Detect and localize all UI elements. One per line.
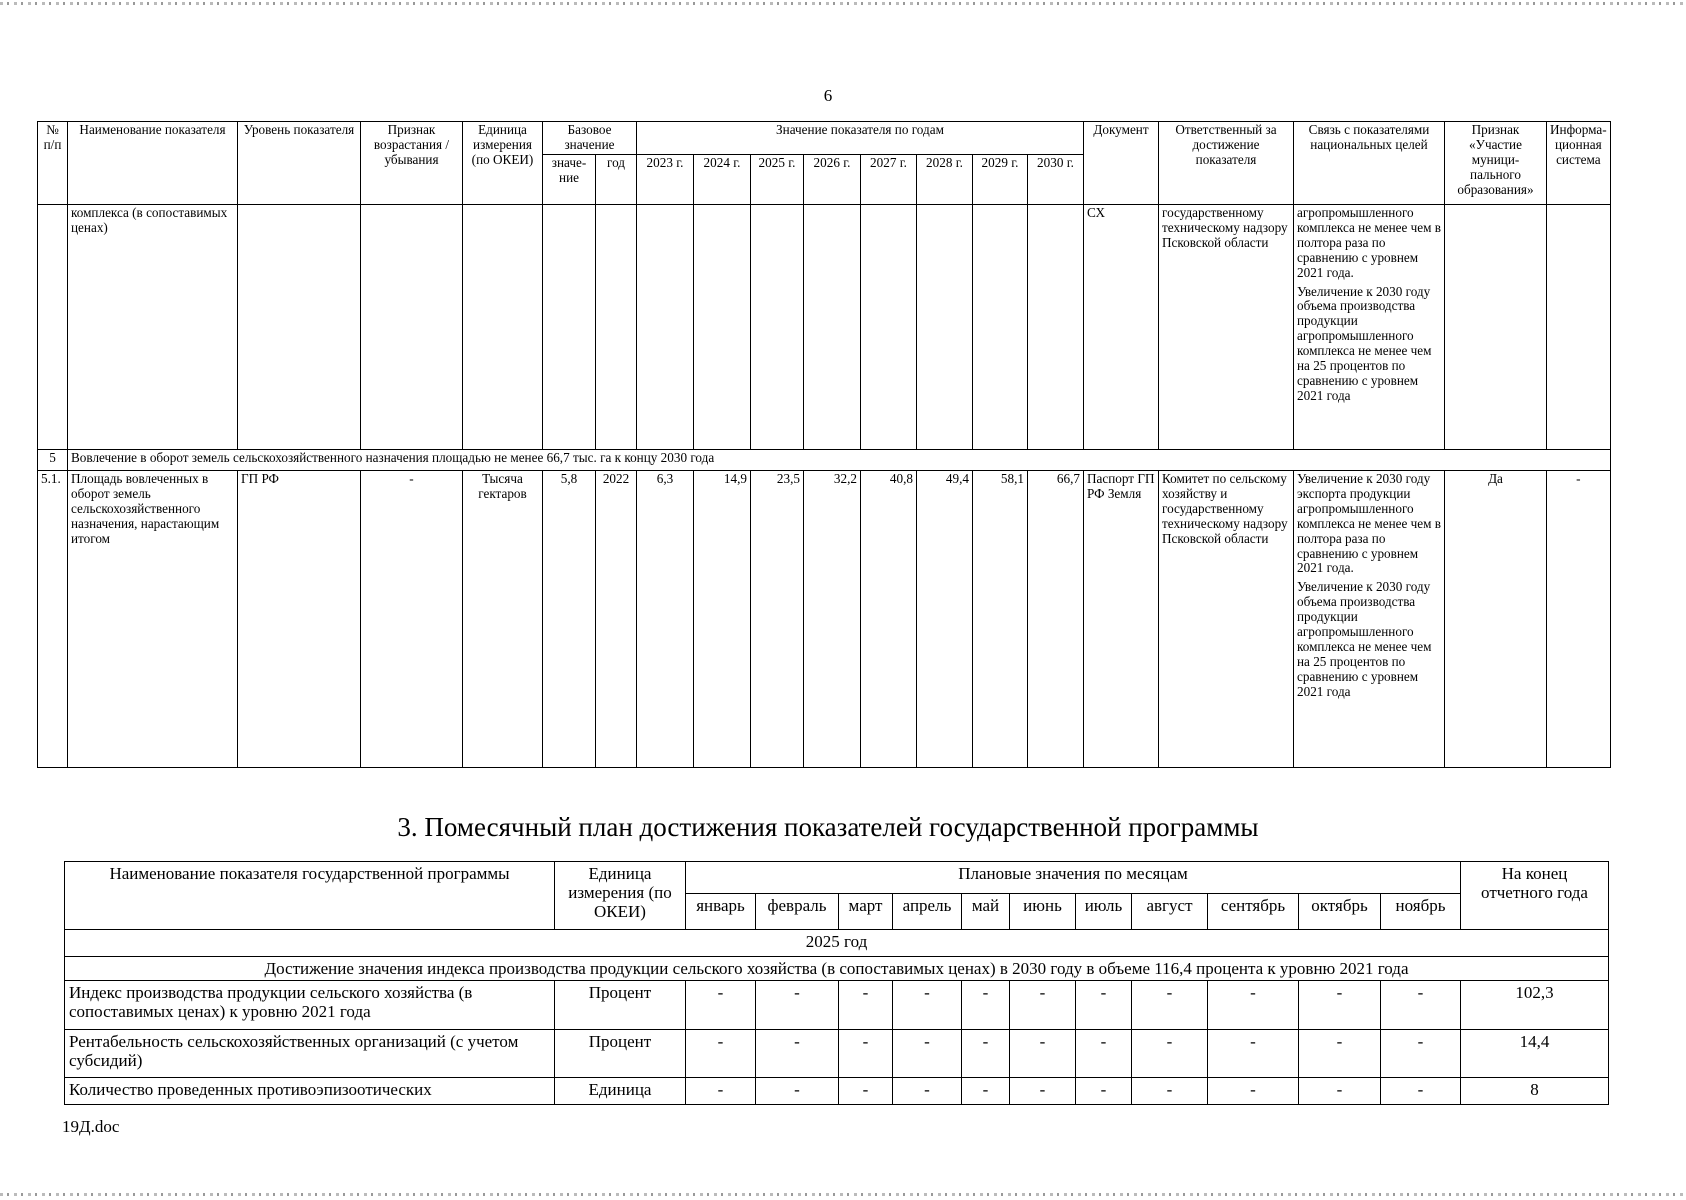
month-aug: август xyxy=(1132,894,1208,930)
plan-row-month: - xyxy=(1381,1078,1461,1105)
plan-row-month: - xyxy=(686,1078,756,1105)
scan-edge-bottom xyxy=(0,1193,1686,1196)
table-row xyxy=(38,205,1611,450)
cont-link xyxy=(1294,205,1445,450)
row-value-2028: 49,4 xyxy=(917,471,973,768)
section-text: Вовлечение в оборот земель сельскохозяйственного назначения площадью не менее 66,7 тыс. га к концу 2030 года xyxy=(68,450,1611,471)
header-base-year: год xyxy=(596,155,637,205)
scan-edge-top xyxy=(0,2,1686,5)
plan-goal-row xyxy=(65,957,1609,981)
plan-row-name: Количество проведенных противоэпизоотических xyxy=(65,1078,555,1105)
plan-row-year-end: 102,3 xyxy=(1461,981,1609,1030)
plan-row-month: - xyxy=(1010,981,1076,1030)
row-num: 5.1. xyxy=(38,471,68,768)
plan-row-unit: Процент xyxy=(555,981,686,1030)
section-row xyxy=(38,450,1611,471)
section-title: 3. Помесячный план достижения показателей государственной программы xyxy=(397,812,1259,842)
plan-row-unit: Процент xyxy=(555,1030,686,1078)
month-mar: март xyxy=(839,894,893,930)
month-apr: апрель xyxy=(893,894,962,930)
row-document: Паспорт ГП РФ Земля xyxy=(1084,471,1159,768)
plan-row-month: - xyxy=(893,1078,962,1105)
cont-name: комплекса (в сопоставимых ценах) xyxy=(68,205,238,450)
header-year-2026: 2026 г. xyxy=(804,155,861,205)
table-row xyxy=(65,1030,1609,1078)
row-name: Площадь вовлеченных в оборот земель сельскохозяйственного назначения, нарастающим итогом xyxy=(68,471,238,768)
cont-link-1: агропромышленного комплекса не менее чем в полтора раза по сравнению с уровнем 2021 года. xyxy=(1297,205,1441,280)
row-link xyxy=(1294,471,1445,768)
table-row xyxy=(38,471,1611,768)
plan-row-month: - xyxy=(839,981,893,1030)
plan-row-year-end: 8 xyxy=(1461,1078,1609,1105)
month-jul: июль xyxy=(1076,894,1132,930)
cont-responsible: государственному техническому надзору Псковской области xyxy=(1159,205,1294,450)
plan-row-month: - xyxy=(1010,1078,1076,1105)
header-values-by-year: Значение показателя по годам xyxy=(637,122,1084,155)
header-year-2024: 2024 г. xyxy=(694,155,751,205)
row-responsible: Комитет по сельскому хозяйству и государственному техническому надзору Псковской области xyxy=(1159,471,1294,768)
plan-row-month: - xyxy=(1299,1030,1381,1078)
plan-row-month: - xyxy=(756,1030,839,1078)
row-municipal: Да xyxy=(1445,471,1547,768)
table-header-row xyxy=(38,122,1611,155)
row-trend: - xyxy=(361,471,463,768)
plan-goal: Достижение значения индекса производства продукции сельского хозяйства (в сопоставимых ценах) в 2030 году в объеме 116,4 процента к уровню 2021 года xyxy=(65,957,1609,981)
plan-row-month: - xyxy=(962,1030,1010,1078)
plan-row-month: - xyxy=(756,981,839,1030)
plan-row-month: - xyxy=(1076,981,1132,1030)
plan-row-month: - xyxy=(962,981,1010,1030)
plan-row-month: - xyxy=(1208,1078,1299,1105)
header-num: № п/п xyxy=(38,122,68,205)
header-level: Уровень показателя xyxy=(238,122,361,205)
row-link-2: Увеличение к 2030 году объема производства продукции агропромышленного комплекса не менее чем на 25 процентов по сравнению с уровнем 2021 года xyxy=(1297,579,1432,699)
plan-row-month: - xyxy=(893,981,962,1030)
row-link-1: Увеличение к 2030 году экспорта продукции агропромышленного комплекса не менее чем в полтора раза по сравнению с уровнем 2021 года. xyxy=(1297,471,1441,576)
header-year-2027: 2027 г. xyxy=(861,155,917,205)
indicators-table xyxy=(37,121,1611,768)
plan-header-name: Наименование показателя государственной программы xyxy=(65,862,555,930)
month-jan: январь xyxy=(686,894,756,930)
plan-row-month: - xyxy=(839,1030,893,1078)
monthly-plan-table xyxy=(64,861,1609,1105)
footer-doc-name: 19Д.doc xyxy=(62,1117,120,1136)
header-base-value: значе-ние xyxy=(543,155,596,205)
row-info-system: - xyxy=(1547,471,1611,768)
row-value-2030: 66,7 xyxy=(1028,471,1084,768)
header-base: Базовое значение xyxy=(543,122,637,155)
plan-row-month: - xyxy=(1076,1030,1132,1078)
header-unit: Единица измерения (по ОКЕИ) xyxy=(463,122,543,205)
page-number: 6 xyxy=(823,86,833,105)
plan-row-year-end: 14,4 xyxy=(1461,1030,1609,1078)
plan-row-month: - xyxy=(1132,981,1208,1030)
month-oct: октябрь xyxy=(1299,894,1381,930)
plan-row-month: - xyxy=(962,1078,1010,1105)
plan-header-planned: Плановые значения по месяцам xyxy=(686,862,1461,894)
section-num: 5 xyxy=(38,450,68,471)
header-year-2028: 2028 г. xyxy=(917,155,973,205)
header-year-2030: 2030 г. xyxy=(1028,155,1084,205)
row-unit: Тысяча гектаров xyxy=(463,471,543,768)
plan-row-month: - xyxy=(1381,981,1461,1030)
row-value-2024: 14,9 xyxy=(694,471,751,768)
plan-header-unit: Единица измерения (по ОКЕИ) xyxy=(555,862,686,930)
plan-row-month: - xyxy=(1208,981,1299,1030)
row-base-value: 5,8 xyxy=(543,471,596,768)
table-row xyxy=(65,1078,1609,1105)
plan-row-month: - xyxy=(893,1030,962,1078)
cont-document: СХ xyxy=(1084,205,1159,450)
header-municipal: Признак «Участие муници-пального образования» xyxy=(1445,122,1547,205)
plan-header-row xyxy=(65,862,1609,894)
plan-row-name: Рентабельность сельскохозяйственных организаций (с учетом субсидий) xyxy=(65,1030,555,1078)
plan-row-month: - xyxy=(1076,1078,1132,1105)
plan-row-month: - xyxy=(1208,1030,1299,1078)
plan-row-month: - xyxy=(1381,1030,1461,1078)
plan-row-month: - xyxy=(1132,1030,1208,1078)
plan-row-month: - xyxy=(686,1030,756,1078)
header-trend: Признак возрастания / убывания xyxy=(361,122,463,205)
plan-header-year-end: На конец отчетного года xyxy=(1461,862,1609,930)
cont-link-2: Увеличение к 2030 году объема производства продукции агропромышленного комплекса не менее чем на 25 процентов по сравнению с уровнем 2021 года xyxy=(1297,283,1432,403)
row-level: ГП РФ xyxy=(238,471,361,768)
plan-row-month: - xyxy=(1299,981,1381,1030)
month-feb: февраль xyxy=(756,894,839,930)
header-info-system: Информа-ционная система xyxy=(1547,122,1611,205)
table-row xyxy=(65,981,1609,1030)
plan-row-name: Индекс производства продукции сельского хозяйства (в сопоставимых ценах) к уровню 2021 года xyxy=(65,981,555,1030)
plan-year: 2025 год xyxy=(65,930,1609,957)
row-value-2023: 6,3 xyxy=(637,471,694,768)
month-sep: сентябрь xyxy=(1208,894,1299,930)
plan-row-month: - xyxy=(756,1078,839,1105)
header-responsible: Ответственный за достижение показателя xyxy=(1159,122,1294,205)
row-value-2025: 23,5 xyxy=(751,471,804,768)
plan-row-month: - xyxy=(839,1078,893,1105)
month-nov: ноябрь xyxy=(1381,894,1461,930)
month-jun: июнь xyxy=(1010,894,1076,930)
plan-row-month: - xyxy=(686,981,756,1030)
header-year-2023: 2023 г. xyxy=(637,155,694,205)
header-year-2025: 2025 г. xyxy=(751,155,804,205)
row-value-2029: 58,1 xyxy=(973,471,1028,768)
plan-row-month: - xyxy=(1132,1078,1208,1105)
header-document: Документ xyxy=(1084,122,1159,205)
row-base-year: 2022 xyxy=(596,471,637,768)
month-may: май xyxy=(962,894,1010,930)
plan-row-month: - xyxy=(1010,1030,1076,1078)
header-name: Наименование показателя xyxy=(68,122,238,205)
row-value-2026: 32,2 xyxy=(804,471,861,768)
header-year-2029: 2029 г. xyxy=(973,155,1028,205)
plan-row-unit: Единица xyxy=(555,1078,686,1105)
plan-year-row xyxy=(65,930,1609,957)
plan-row-month: - xyxy=(1299,1078,1381,1105)
header-link: Связь с показателями национальных целей xyxy=(1294,122,1445,205)
row-value-2027: 40,8 xyxy=(861,471,917,768)
